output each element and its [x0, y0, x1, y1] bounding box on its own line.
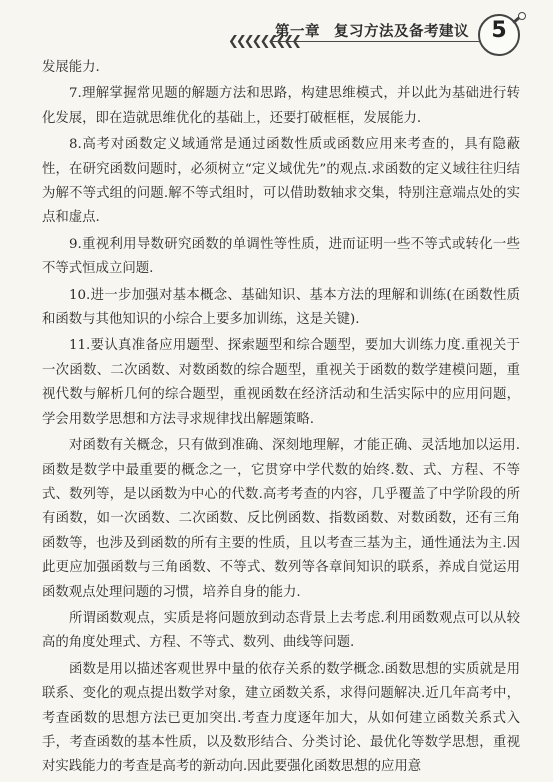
page-number-badge: [478, 14, 520, 56]
paragraph-continuation: 发展能力.: [42, 60, 100, 75]
paragraph-item-8: 8.高考对函数定义域通常是通过函数性质或函数应用来考查的，具有隐蔽性，在研究函数问题时，必须树立“定义域优先”的观点.求函数的定义域往往归结为解不等式组的问题.解不等式组时，可以借助数轴求交集，特别注意端点处的实点和虚点.: [42, 137, 520, 226]
paragraph-item-7: 7.理解掌握常见题的解题方法和思路，构建思维模式，并以此为基础进行转化发展，即在造就思维优化的基础上，还要打破框框，发展能力.: [42, 86, 520, 126]
page-header: [0, 0, 553, 58]
paragraph-item-9: 9.重视利用导数研究函数的单调性等性质，进而证明一些不等式或转化一些不等式恒成立问题.: [42, 236, 520, 277]
page-number: 5: [491, 18, 507, 43]
chapter-label: 第一章: [275, 24, 320, 40]
paragraph-item-10: 10.进一步加强对基本概念、基础知识、基本方法的理解和训练(在函数性质和函数与其他知识的小综合上要多加训练，这是关键).: [42, 287, 520, 328]
page-body: [42, 56, 520, 780]
paragraph-function-concepts: 对函数有关概念，只有做到准确、深刻地理解，才能正确、灵活地加以运用.函数是数学中最重要的概念之一，它贯穿中学代数的始终.数、式、方程、不等式、数列等，是以函数为中心的代数.高考考查的内容，几乎覆盖了中学阶段的所有函数，如一次函数、二次函数、反比例函数、指数函数、对数函数，还有三角函数等，也涉及到函数的所有主要的性质，且以考查三基为主，通性通法为主.因此更应加强函数与三角函数、不等式、数列等各章间知识的联系，养成自觉运用函数观点处理问题的习惯，培养自身的能力.: [42, 438, 520, 600]
paragraph-function-viewpoint: 所谓函数观点，实质是将问题放到动态背景上去考虑.利用函数观点可以从较高的角度处理式、方程、不等式、数列、曲线等问题.: [42, 610, 520, 651]
chapter-title: 复习方法及备考建议: [334, 24, 469, 40]
header-rule: [270, 41, 485, 42]
paragraph-item-11: 11.要认真准备应用题型、探索题型和综合题型，要加大训练力度.重视关于一次函数、二次函数、对数函数的综合题型，重视关于函数的数学建模问题，重视代数与解析几何的综合题型，重视函数在经济活动和生活实际中的应用问题，学会用数学思想和方法寻求规律找出解题策略.: [42, 338, 520, 427]
paragraph-function-thought: 函数是用以描述客观世界中量的依存关系的数学概念.函数思想的实质就是用联系、变化的观点提出数学对象，建立函数关系，求得问题解决.近几年高考中，考查函数的思想方法已更加突出.考查力度逐年加大，从如何建立函数关系式入手，考查函数的基本性质，以及数形结合、分类讨论、最优化等数学思想，重视对实践能力的考查是高考的新动向.因此要强化函数思想的应用意: [42, 661, 520, 775]
chapter-heading: [275, 20, 469, 41]
arrow-decoration-icon: ❮❮❮❮❮❮❮❮❮: [228, 34, 300, 49]
